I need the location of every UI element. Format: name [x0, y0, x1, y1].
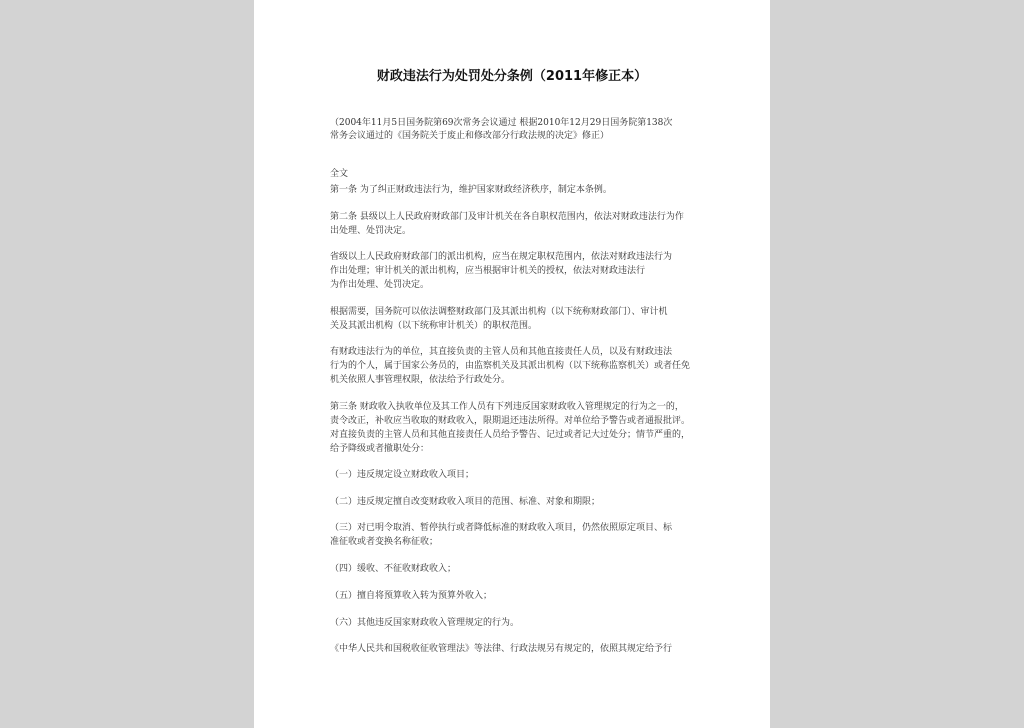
paragraph-line: 为作出处理、处罚决定。: [330, 280, 430, 290]
paragraph-line: 行为的个人，属于国家公务员的，由监察机关及其派出机构（以下统称监察机关）或者任免: [330, 361, 691, 371]
list-item: （一）违反规定设立财政收入项目；: [330, 470, 475, 480]
paragraph-line: 作出处理；审计机关的派出机构，应当根据审计机关的授权，依法对财政违法行: [330, 266, 646, 276]
document-page: [254, 0, 770, 728]
article-1: 第一条 为了纠正财政违法行为，维护国家财政经济秩序，制定本条例。: [330, 185, 612, 195]
full-text-heading: 全文: [330, 169, 349, 179]
list-item: （六）其他违反国家财政收入管理规定的行为。: [330, 618, 520, 628]
list-item: （五）擅自将预算收入转为预算外收入；: [330, 591, 493, 601]
article-3-line: 对直接负责的主管人员和其他直接责任人员给予警告、记过或者记大过处分；情节严重的，: [330, 430, 691, 440]
paragraph-line: 有财政违法行为的单位，其直接负责的主管人员和其他直接责任人员，以及有财政违法: [330, 347, 673, 357]
article-3-line: 第三条 财政收入执收单位及其工作人员有下列违反国家财政收入管理规定的行为之一的，: [330, 402, 684, 412]
paragraph-line: 根据需要，国务院可以依法调整财政部门及其派出机构（以下统称财政部门）、审计机: [330, 307, 668, 317]
list-item-continuation: 准征收或者变换名称征收；: [330, 537, 439, 547]
article-2-line-2: 出处理、处罚决定。: [330, 226, 412, 236]
preamble-line-2: 常务会议通过的《国务院关于废止和修改部分行政法规的决定》修正）: [330, 131, 610, 141]
paragraph-line: 关及其派出机构（以下统称审计机关）的职权范围。: [330, 321, 538, 331]
paragraph-line: 省级以上人民政府财政部门的派出机构，应当在规定职权范围内，依法对财政违法行为: [330, 252, 673, 262]
list-item: （二）违反规定擅自改变财政收入项目的范围、标准、对象和期限；: [330, 497, 601, 507]
article-3-line: 给予降级或者撤职处分：: [330, 444, 430, 454]
article-2-line-1: 第二条 县级以上人民政府财政部门及审计机关在各自职权范围内，依法对财政违法行为作: [330, 212, 684, 222]
list-item: （四）缓收、不征收财政收入；: [330, 564, 457, 574]
preamble-line-1: （2004年11月5日国务院第69次常务会议通过 根据2010年12月29日国务院第138次: [330, 118, 673, 128]
document-title: 财政违法行为处罚处分条例（2011年修正本）: [376, 69, 648, 84]
paragraph-line: 《中华人民共和国税收征收管理法》等法律、行政法规另有规定的，依照其规定给予行: [330, 644, 673, 654]
paragraph-line: 机关依照人事管理权限，依法给予行政处分。: [330, 375, 511, 385]
article-3-line: 责令改正，补收应当收取的财政收入，限期退还违法所得。对单位给予警告或者通报批评。: [330, 416, 691, 426]
list-item: （三）对已明令取消、暂停执行或者降低标准的财政收入项目，仍然依照原定项目、标: [330, 523, 673, 533]
